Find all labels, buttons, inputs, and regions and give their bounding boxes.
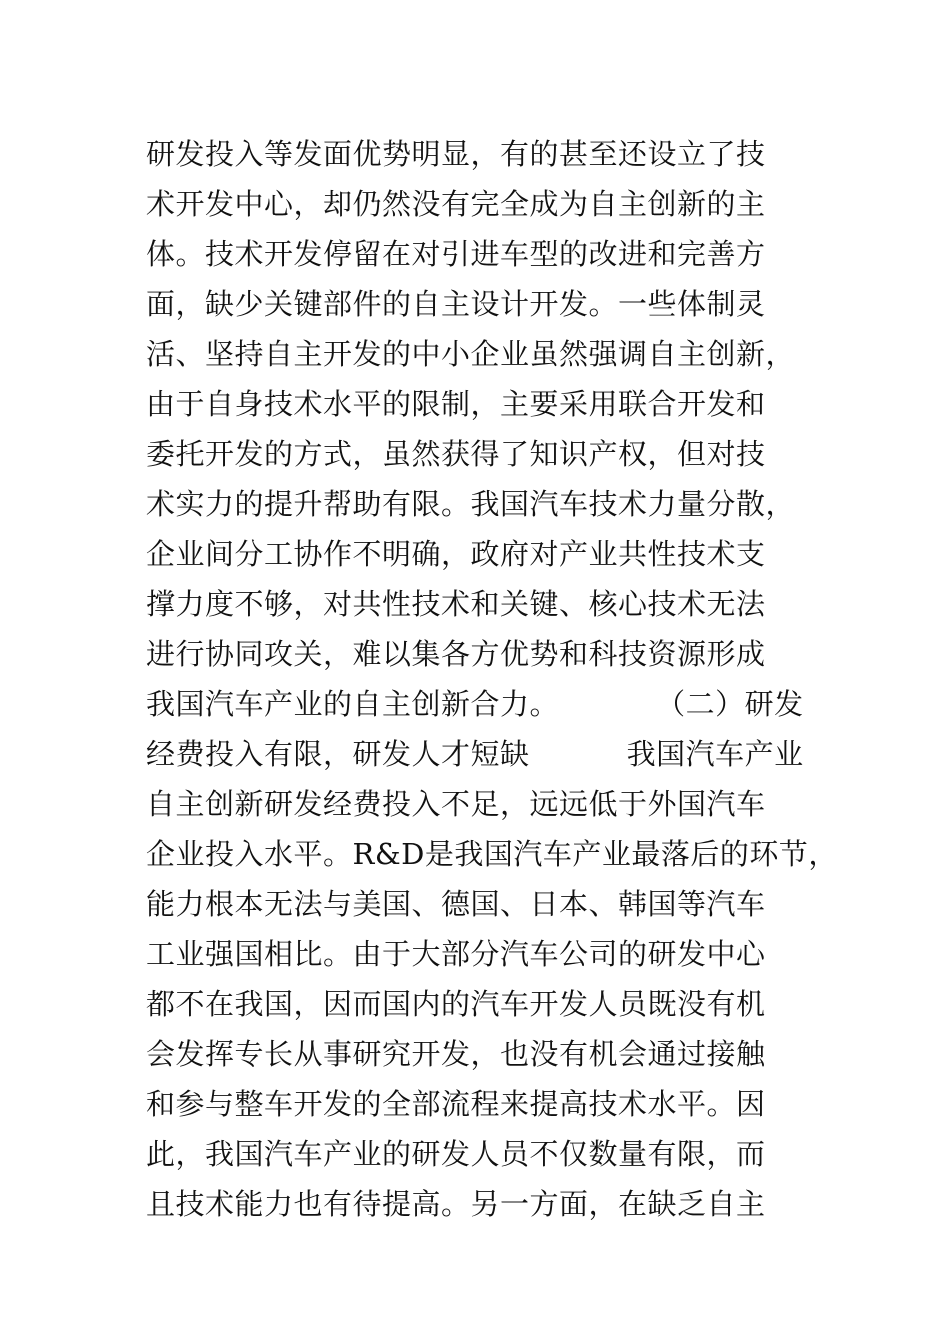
text-line: 术开发中心，却仍然没有完全成为自主创新的主 — [146, 187, 766, 221]
text-line: 撑力度不够，对共性技术和关键、核心技术无法 — [146, 587, 766, 621]
text-line: 体。技术开发停留在对引进车型的改进和完善方 — [146, 237, 766, 271]
text-line: 企业间分工协作不明确，政府对产业共性技术支 — [146, 537, 766, 571]
text-line: 会发挥专长从事研究开发，也没有机会通过接触 — [146, 1037, 766, 1071]
text-line: 且技术能力也有待提高。另一方面，在缺乏自主 — [146, 1187, 766, 1221]
text-line: 面，缺少关键部件的自主设计开发。一些体制灵 — [146, 287, 766, 321]
text-line: 委托开发的方式，虽然获得了知识产权，但对技 — [146, 437, 766, 471]
text-line: 自主创新研发经费投入不足，远远低于外国汽车 — [146, 787, 766, 821]
text-line: 术实力的提升帮助有限。我国汽车技术力量分散， — [146, 487, 796, 521]
text-line: 都不在我国，因而国内的汽车开发人员既没有机 — [146, 987, 766, 1021]
text-line: 能力根本无法与美国、德国、日本、韩国等汽车 — [146, 887, 766, 921]
text-line: 研发投入等发面优势明显，有的甚至还设立了技 — [146, 137, 766, 171]
text-line: 进行协同攻关，难以集各方优势和科技资源形成 — [146, 637, 766, 671]
text-line: 活、坚持自主开发的中小企业虽然强调自主创新， — [146, 337, 796, 371]
text-line: 经费投入有限，研发人才短缺 我国汽车产业 — [146, 737, 804, 771]
text-line: 企业投入水平。R&D是我国汽车产业最落后的环节， — [146, 837, 838, 871]
text-line: 此，我国汽车产业的研发人员不仅数量有限，而 — [146, 1137, 766, 1171]
text-line: 工业强国相比。由于大部分汽车公司的研发中心 — [146, 937, 766, 971]
text-line: 由于自身技术水平的限制，主要采用联合开发和 — [146, 387, 766, 421]
body-text — [146, 129, 846, 1229]
text-line: 和参与整车开发的全部流程来提高技术水平。因 — [146, 1087, 766, 1121]
text-line: 我国汽车产业的自主创新合力。 （二）研发 — [146, 687, 804, 721]
